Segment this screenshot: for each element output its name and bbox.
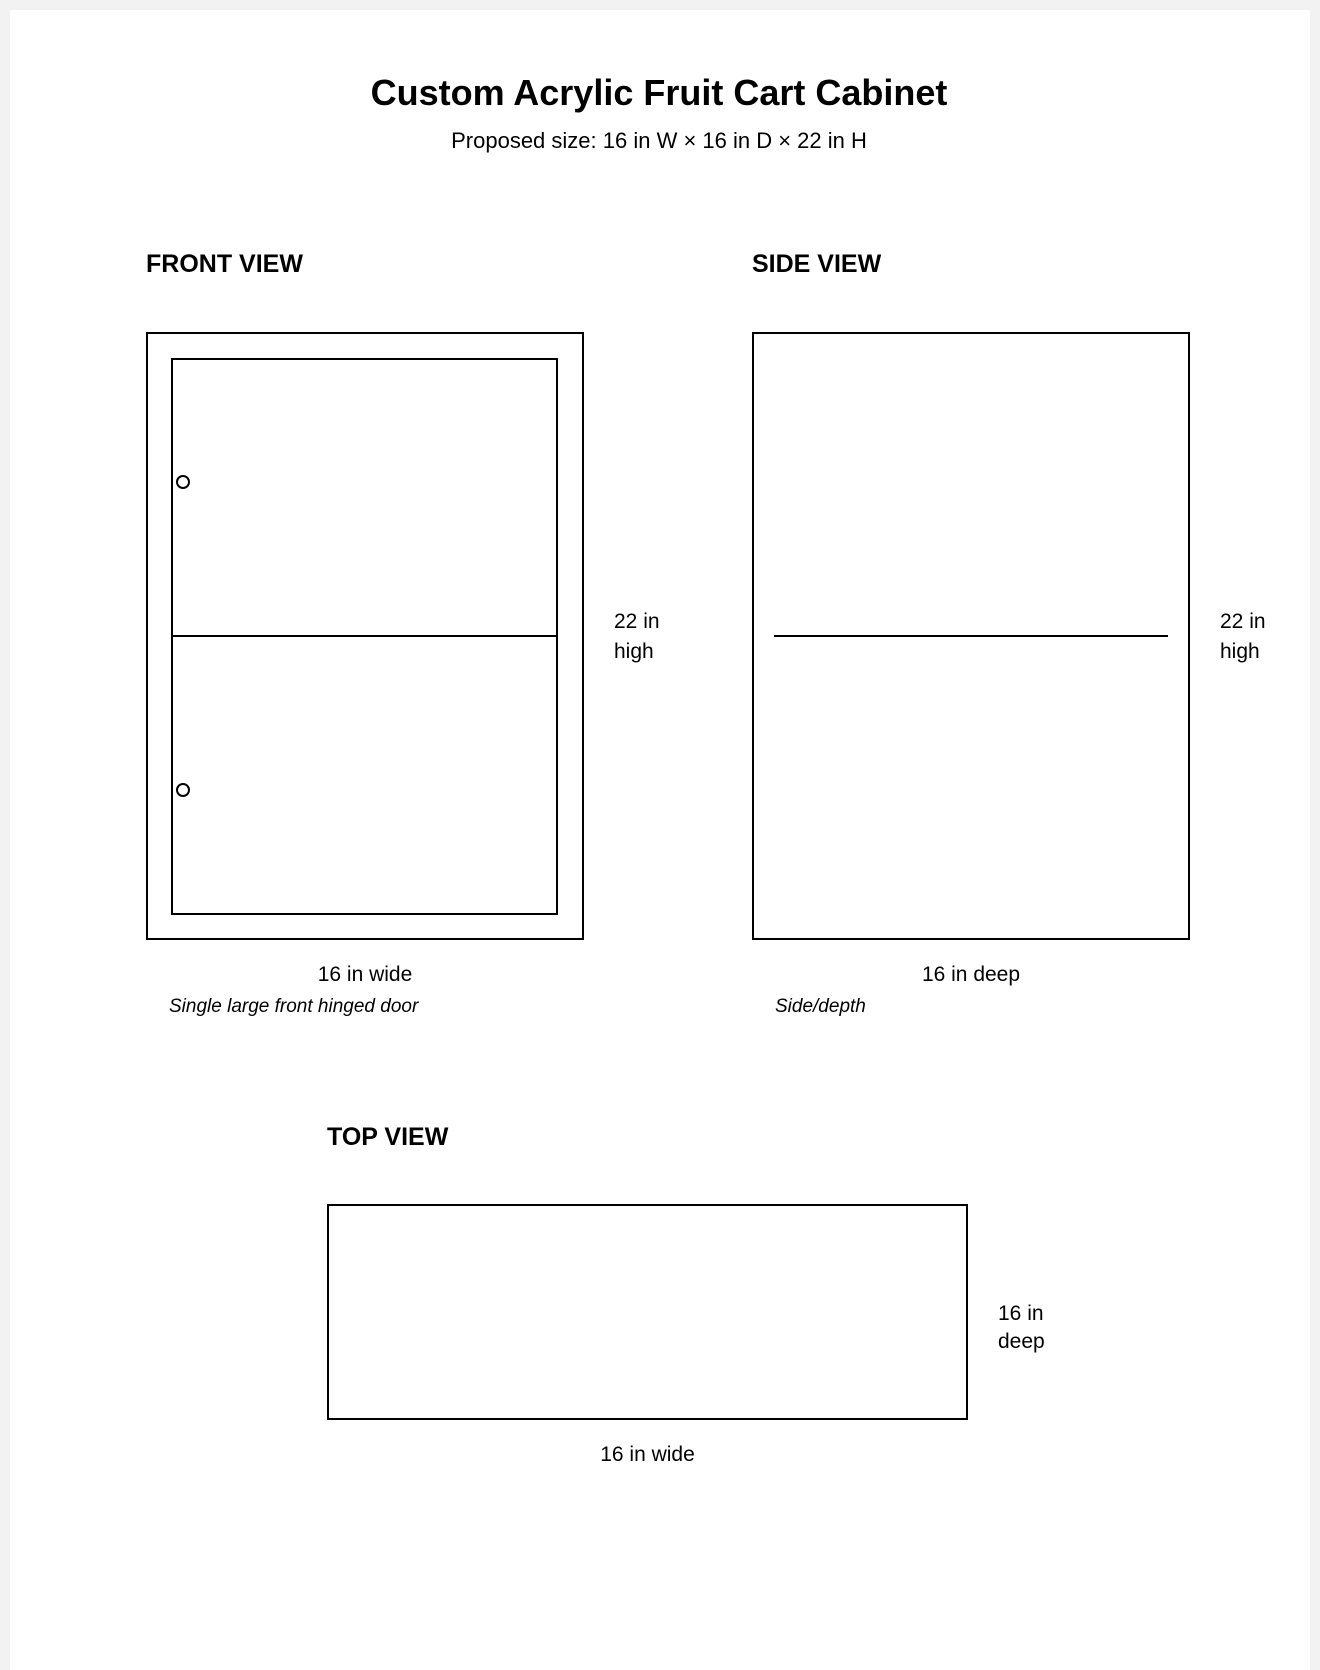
top-view-depth-unit: deep	[998, 1330, 1045, 1353]
side-view-height-value: 22 in	[1220, 610, 1266, 633]
top-view-depth-label	[998, 1300, 1045, 1356]
front-view-upper-hinge	[176, 475, 190, 489]
page-subtitle: Proposed size: 16 in W × 16 in D × 22 in H	[451, 128, 867, 153]
side-view-height-unit: high	[1220, 640, 1260, 663]
front-view-lower-hinge	[176, 783, 190, 797]
front-view-heading: FRONT VIEW	[146, 250, 303, 278]
top-view-width-label: 16 in wide	[600, 1443, 695, 1466]
top-view-outline	[327, 1204, 968, 1420]
side-view-shelf-line	[774, 635, 1168, 637]
front-view-height-value: 22 in	[614, 610, 660, 633]
page-title: Custom Acrylic Fruit Cart Cabinet	[370, 72, 948, 113]
side-view-depth-label: 16 in deep	[921, 963, 1021, 986]
front-view-shelf-line	[172, 635, 557, 637]
front-view-height-unit: high	[614, 640, 654, 663]
front-view-height-label	[614, 607, 660, 667]
side-view-height-label	[1220, 607, 1266, 667]
side-view-note: Side/depth	[775, 996, 866, 1017]
side-view-heading: SIDE VIEW	[752, 250, 882, 278]
front-view-note: Single large front hinged door	[169, 996, 419, 1017]
top-view-heading: TOP VIEW	[327, 1123, 449, 1151]
front-view-width-label: 16 in wide	[317, 963, 413, 986]
top-view-depth-value: 16 in	[998, 1302, 1044, 1325]
